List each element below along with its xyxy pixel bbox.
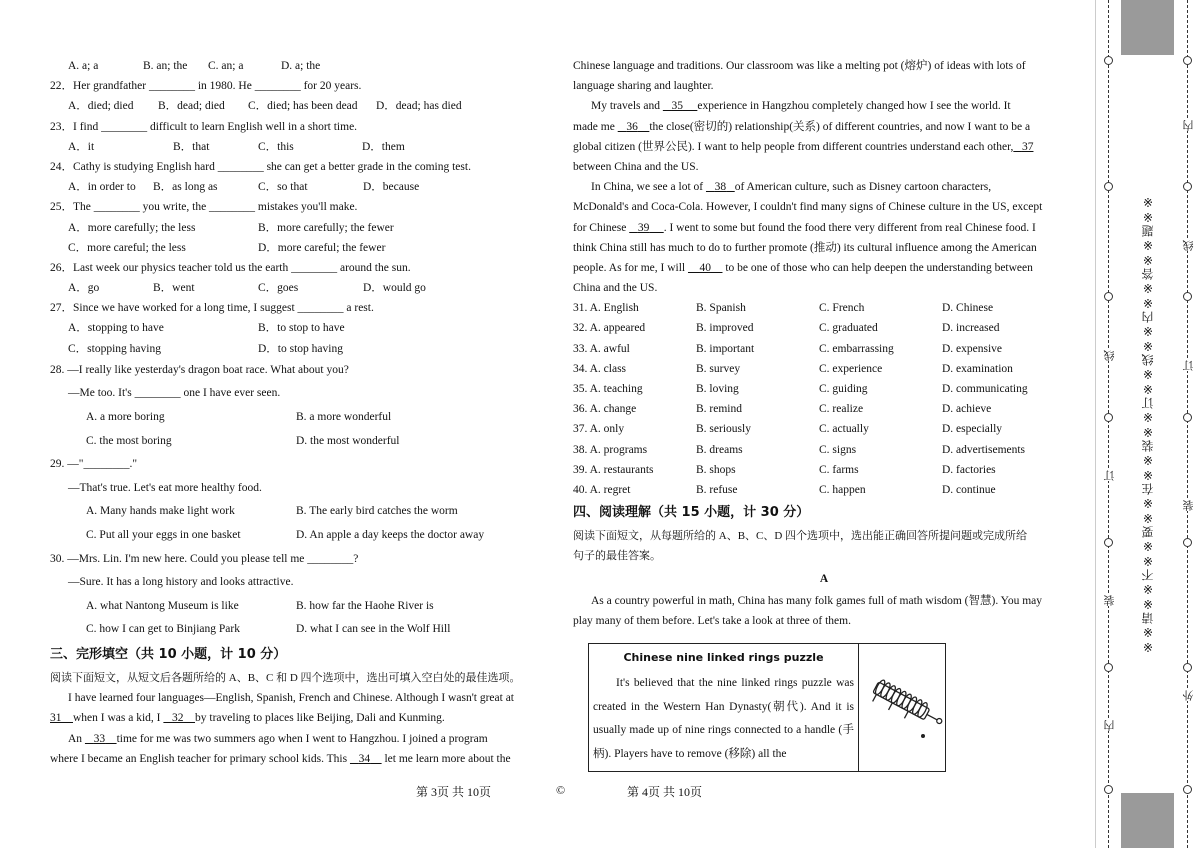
question-29-reply: —That's true. Let's eat more healthy food.: [68, 481, 262, 494]
text-fragment: time for me was two summers ago when I went to Hangzhou. I joined a program: [116, 732, 488, 745]
text-fragment: of American culture, such as Disney cartoon characters,: [734, 181, 992, 194]
option: B．went: [153, 282, 195, 295]
question-25: 25．The ________ you write, the ________ mistakes you'll make.: [50, 201, 358, 214]
option: C. graduated: [819, 322, 878, 335]
option: A．in order to: [68, 181, 136, 194]
option: A．it: [68, 140, 95, 153]
text-fragment: people. As for me, I will: [573, 261, 688, 274]
section-4-heading: 四、阅读理解（共 15 小题，计 30 分）: [573, 505, 810, 521]
cloze-line-12: McDonald's and Coca-Cola. However, I couldn't find many signs of Chinese culture in the US, except: [573, 201, 1043, 214]
option: C．this: [258, 140, 294, 153]
option: D. An apple a day keeps the doctor away: [296, 528, 485, 541]
option: B．dead; died: [158, 100, 225, 113]
binding-hole: [1183, 538, 1192, 547]
options-row-36: [573, 399, 1075, 419]
option: B．that: [173, 140, 210, 153]
q29-options-row2: [50, 524, 555, 548]
options-row-34: [573, 359, 1075, 379]
binding-hole: [1104, 182, 1113, 191]
option: C. embarrassing: [819, 342, 894, 355]
q28-options-row1: [50, 406, 555, 430]
option: D. the most wonderful: [296, 434, 400, 447]
gray-band-top: [1121, 0, 1174, 55]
puzzle-title: Chinese nine linked rings puzzle: [623, 651, 824, 664]
option: B. Spanish: [696, 302, 746, 315]
option: A. a; a: [68, 60, 99, 72]
cloze-line-2: [50, 708, 555, 728]
binding-label: 订: [1182, 360, 1195, 371]
blank-37: 37: [1021, 140, 1034, 153]
option: A．more carefully; the less: [68, 221, 196, 234]
options-row-31: [573, 298, 1075, 318]
passage-a-line-1: As a country powerful in math, China has many folk games full of math wisdom (智慧). You may: [591, 594, 1042, 607]
cloze-line-11: [573, 177, 1075, 197]
option: C．stopping having: [68, 342, 161, 355]
puzzle-text-cell: [589, 644, 859, 771]
blank-underline: [105, 733, 117, 745]
q30-options-row2: [50, 618, 555, 642]
option: 39. A. restaurants: [573, 463, 654, 476]
section-3-heading: 三、完形填空（共 10 小题，计 10 分）: [50, 646, 287, 662]
option: B. improved: [696, 322, 754, 335]
options-row-40: [573, 480, 1075, 500]
text-fragment: In China, we see a lot of: [591, 181, 706, 194]
nine-rings-illustration: [861, 644, 945, 771]
q22-options: [50, 96, 555, 116]
option: C. farms: [819, 463, 859, 476]
text-fragment: the close(密切的) relationship(关系) of different countries, and now I want to be a: [649, 120, 1031, 133]
q26-options: [50, 278, 555, 298]
binding-label: 订: [1103, 470, 1116, 481]
cloze-line-10: between China and the US.: [573, 160, 699, 173]
q25-options-row1: [50, 218, 555, 238]
question-24: 24．Cathy is studying English hard ________ she can get a better grade in the coming test.: [50, 160, 471, 173]
text-fragment: . I went to some but found the food there very different from real Chinese food. I: [663, 221, 1036, 234]
option: B. a more wonderful: [296, 411, 392, 423]
question-23: 23．I find ________ difficult to learn English well in a short time.: [50, 120, 358, 133]
option: C. experience: [819, 362, 883, 375]
blank-underline: [629, 222, 638, 234]
blank-underline: [62, 712, 74, 724]
option: 36. A. change: [573, 403, 637, 416]
option: D. expensive: [942, 342, 1003, 355]
cloze-line-8: [573, 117, 1075, 137]
option: C．died; has been dead: [248, 100, 358, 113]
option: A．stopping to have: [68, 322, 164, 335]
options-row-35: [573, 379, 1075, 399]
cloze-line-4: [50, 749, 555, 769]
option: B. remind: [696, 403, 742, 416]
text-fragment: experience in Hangzhou completely changed how I see the world. It: [697, 100, 1011, 113]
q30-options-row1: [50, 595, 555, 619]
blank-38: 38: [714, 181, 727, 194]
option: B. an; the: [143, 60, 188, 72]
blank-underline: [683, 100, 697, 112]
blank-underline: [706, 181, 715, 193]
option: A．died; died: [68, 100, 134, 113]
binding-label: 装: [1182, 500, 1195, 511]
blank-underline: [85, 733, 94, 745]
option: 31. A. English: [573, 302, 639, 315]
q28-options-row2: [50, 430, 555, 454]
option: 32. A. appeared: [573, 322, 646, 335]
option: D. continue: [942, 483, 996, 496]
option: B．to stop to have: [258, 322, 345, 335]
blank-underline: [726, 181, 735, 193]
options-row-39: [573, 460, 1075, 480]
blank-36: 36: [626, 120, 638, 133]
cloze-line-7: [573, 96, 1075, 116]
option: B. refuse: [696, 483, 738, 496]
binding-hole: [1104, 785, 1113, 794]
option: B. shops: [696, 463, 736, 476]
option: C. happen: [819, 483, 866, 496]
q23-options: [50, 137, 555, 157]
option: A. what Nantong Museum is like: [86, 599, 239, 612]
text-fragment: global citizen (世界公民). I want to help people from different countries understand each other,: [573, 140, 1014, 153]
blank-underline: [649, 222, 663, 234]
passage-label: A: [819, 572, 829, 585]
option: B. important: [696, 342, 755, 355]
cloze-line-16: China and the US.: [573, 282, 658, 295]
question-27: 27．Since we have worked for a long time, I suggest ________ a rest.: [50, 302, 374, 315]
options-row-32: [573, 318, 1075, 338]
blank-underline: [1013, 141, 1022, 153]
option: C. how I can get to Binjiang Park: [86, 623, 240, 636]
option: 40. A. regret: [573, 483, 631, 496]
option: A．go: [68, 282, 100, 295]
binding-label: 线: [1182, 240, 1195, 251]
q27-options-row2: [50, 339, 555, 359]
cloze-line-9: [573, 137, 1075, 157]
question-30: 30. —Mrs. Lin. I'm new here. Could you please tell me ________?: [50, 552, 359, 565]
option: D. increased: [942, 322, 1000, 335]
question-28-reply: —Me too. It's ________ one I have ever seen.: [68, 387, 281, 400]
binding-warning: [1121, 55, 1174, 793]
option: B. loving: [696, 383, 739, 395]
blank-40: 40: [699, 261, 711, 274]
option: D．them: [362, 140, 405, 153]
cloze-line-13: [573, 218, 1075, 238]
rings-puzzle-image: [861, 644, 945, 771]
q25-options-row2: [50, 238, 555, 258]
option: B. seriously: [696, 423, 751, 436]
binding-hole: [1104, 538, 1113, 547]
cloze-line-1: I have learned four languages—English, Spanish, French and Chinese. Although I wasn't great at: [68, 692, 514, 705]
section-4-instructions-2: 句子的最佳答案。: [573, 550, 661, 563]
option: D. communicating: [942, 383, 1028, 395]
blank-31: 31: [50, 712, 62, 725]
option: C．more careful; the less: [68, 241, 186, 254]
option: B．more carefully; the fewer: [258, 221, 394, 234]
right-column: [573, 56, 1075, 631]
binding-hole: [1104, 663, 1113, 672]
page-number-right: 第 4页 共 10页: [627, 785, 703, 799]
option: B．as long as: [153, 181, 218, 194]
binding-hole: [1183, 292, 1192, 301]
option: D．dead; has died: [376, 100, 462, 113]
fold-line: [1095, 0, 1096, 848]
text-fragment: made me: [573, 120, 618, 133]
option: 38. A. programs: [573, 443, 648, 456]
binding-hole: [1183, 663, 1192, 672]
option: C. the most boring: [86, 434, 172, 447]
cloze-options-table: [573, 298, 1075, 500]
binding-label: 内: [1103, 720, 1116, 731]
binding-hole: [1183, 785, 1192, 794]
options-row-37: [573, 419, 1075, 439]
question-22: 22．Her grandfather ________ in 1980. He ________ for 20 years.: [50, 80, 362, 93]
blank-underline: [184, 712, 196, 724]
binding-hole: [1183, 413, 1192, 422]
option: 33. A. awful: [573, 342, 630, 355]
option: B. The early bird catches the worm: [296, 505, 458, 518]
text-fragment: for Chinese: [573, 221, 630, 234]
section-4-instructions-1: 阅读下面短文，从每题所给的 A、B、C、D 四个选项中，选出能正确回答所提问题或完成所给: [573, 530, 1028, 543]
text-fragment: My travels and: [591, 100, 663, 113]
option: B. dreams: [696, 443, 743, 456]
option: A. Many hands make light work: [86, 505, 235, 518]
text-fragment: An: [68, 732, 85, 745]
q27-options-row1: [50, 318, 555, 338]
blank-underline: [638, 121, 650, 133]
option: D. Chinese: [942, 302, 994, 315]
q29-options-row1: [50, 500, 555, 524]
question-26: 26．Last week our physics teacher told us the earth ________ around the sun.: [50, 261, 411, 274]
blank-underline: [350, 753, 359, 765]
option: C. Put all your eggs in one basket: [86, 528, 241, 541]
option: D．more careful; the fewer: [258, 241, 386, 254]
option: C. signs: [819, 443, 857, 456]
blank-33: 33: [93, 732, 106, 745]
section-3-instructions: 阅读下面短文，从短文后各题所给的 A、B、C 和 D 四个选项中，选出可填入空白处的最佳选项。: [50, 671, 521, 684]
option: 35. A. teaching: [573, 383, 643, 395]
blank-underline: [711, 262, 723, 274]
puzzle-description: It's believed that the nine linked rings puzzle was created in the Western Han Dynasty(朝代). And it is usually made up of nine rings connected to a handle (手柄). Players have to remove (移除) all the: [593, 677, 854, 760]
options-row-33: [573, 339, 1075, 359]
question-29: 29. —"________.": [50, 458, 138, 471]
binding-hole: [1183, 56, 1192, 65]
puzzle-info-box: [588, 643, 946, 772]
binding-label: 内: [1182, 120, 1195, 131]
q21-options: [50, 56, 555, 76]
option: C. guiding: [819, 383, 868, 395]
blank-underline: [163, 712, 172, 724]
blank-34: 34: [358, 752, 371, 765]
cloze-line-6: language sharing and laughter.: [573, 80, 714, 93]
option: 34. A. class: [573, 362, 627, 375]
option: D．to stop having: [258, 342, 343, 355]
option: B. survey: [696, 362, 741, 375]
option: 37. A. only: [573, 423, 625, 436]
option: D．because: [363, 181, 420, 194]
cloze-line-14: think China still has much to do to further promote (推动) its cultural influence among the American: [573, 241, 1037, 254]
question-30-reply: —Sure. It has a long history and looks attractive.: [68, 576, 294, 589]
blank-underline: [370, 753, 382, 765]
option: C. realize: [819, 403, 864, 416]
binding-hole: [1104, 292, 1113, 301]
option: B. how far the Haohe River is: [296, 599, 434, 612]
binding-label: 外: [1182, 690, 1195, 701]
option: D. what I can see in the Wolf Hill: [296, 623, 451, 636]
cloze-line-15: [573, 258, 1075, 278]
option: D. especially: [942, 423, 1003, 436]
text-fragment: ※※请※※不※※要※※在※※装※※订※※线※※内※※答※※题※※: [1141, 194, 1155, 654]
text-fragment: let me learn more about the: [381, 752, 511, 765]
blank-underline: [688, 262, 700, 274]
question-28: 28. —I really like yesterday's dragon boat race. What about you?: [50, 363, 349, 376]
blank-32: 32: [172, 712, 184, 725]
binding-hole: [1104, 56, 1113, 65]
left-column: [50, 56, 555, 769]
option: C. French: [819, 302, 865, 315]
gray-band-bottom: [1121, 793, 1174, 848]
text-fragment: by traveling to places like Beijing, Dali and Kunming.: [195, 712, 445, 725]
options-row-38: [573, 440, 1075, 460]
cloze-line-3: [50, 729, 555, 749]
binding-label: 装: [1103, 595, 1116, 606]
binding-hole: [1104, 413, 1113, 422]
option: D．would go: [363, 282, 426, 295]
option: D. a; the: [281, 60, 321, 72]
option: D. achieve: [942, 403, 992, 416]
option: C．so that: [258, 181, 308, 194]
option: A. a more boring: [86, 411, 165, 423]
option: C．goes: [258, 282, 299, 295]
option: D. advertisements: [942, 443, 1026, 456]
cloze-line-5: Chinese language and traditions. Our classroom was like a melting pot (熔炉) of ideas with lots of: [573, 60, 1026, 72]
option: C. an; a: [208, 60, 244, 72]
option: C. actually: [819, 423, 869, 436]
text-fragment: to be one of those who can help deepen the understanding between: [722, 261, 1033, 274]
binding-hole: [1183, 182, 1192, 191]
blank-39: 39: [637, 221, 650, 234]
text-fragment: when I was a kid, I: [73, 712, 164, 725]
option: D. factories: [942, 463, 996, 476]
option: D. examination: [942, 362, 1013, 375]
q24-options: [50, 177, 555, 197]
binding-label: 线: [1103, 350, 1116, 361]
page-number-left: 第 3页 共 10页: [416, 785, 492, 799]
passage-a-line-2: play many of them before. Let's take a look at three of them.: [573, 614, 851, 627]
blank-35: 35: [671, 100, 683, 113]
copyright-symbol: ©: [556, 783, 566, 797]
text-fragment: where I became an English teacher for primary school kids. This: [50, 752, 350, 765]
